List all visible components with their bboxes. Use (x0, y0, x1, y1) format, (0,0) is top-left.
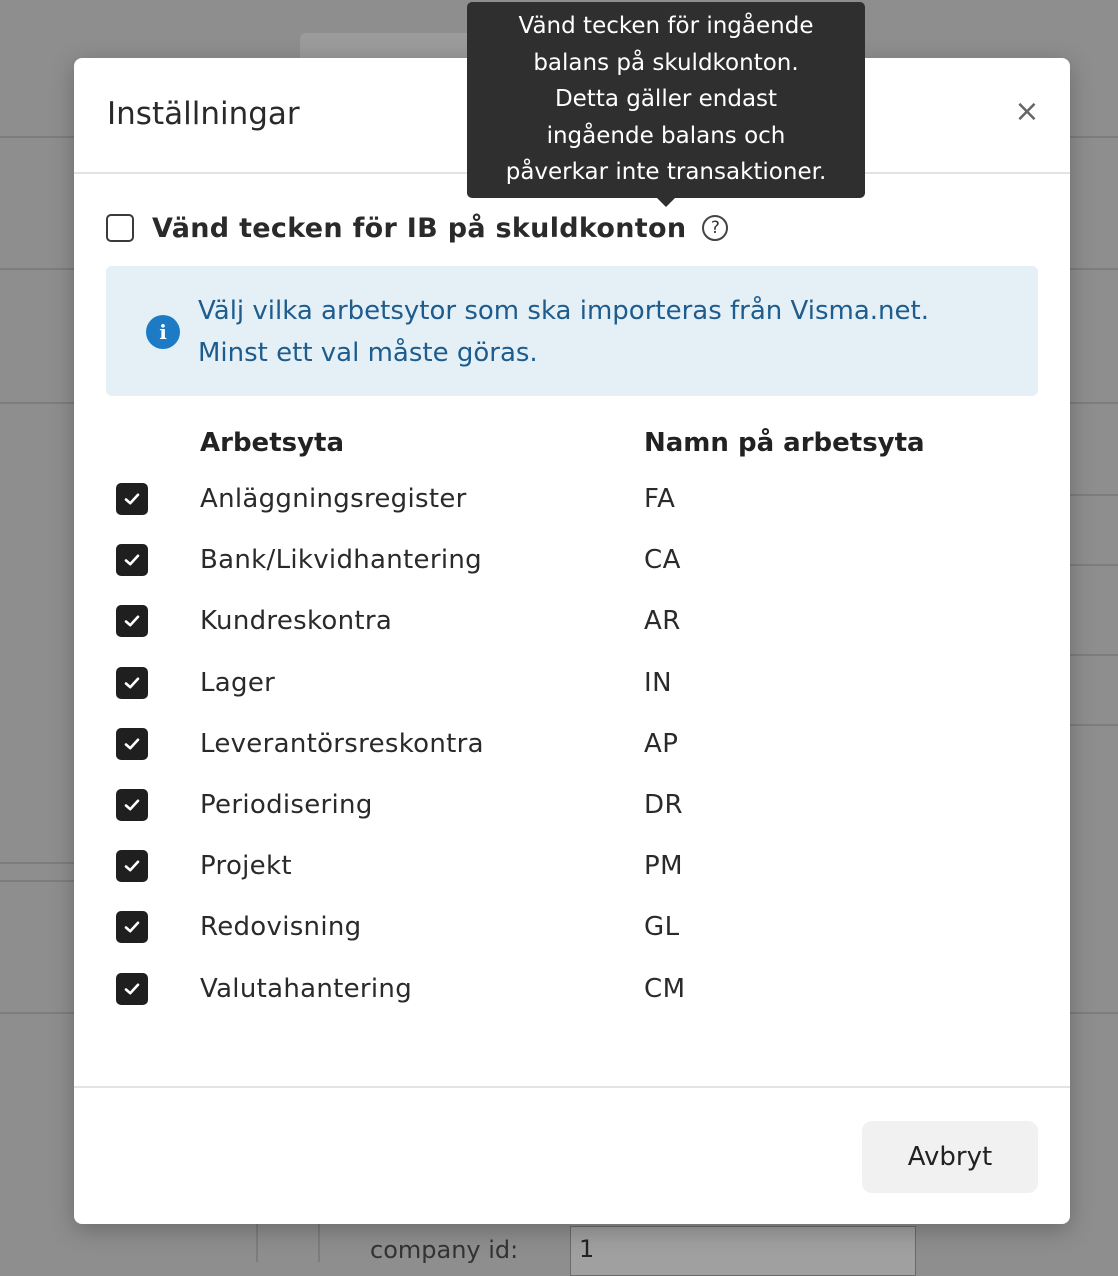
table-row (106, 896, 1038, 957)
workspace-checkbox[interactable] (116, 789, 148, 821)
workspace-code: AP (644, 728, 679, 759)
workspace-checkbox[interactable] (116, 544, 148, 576)
check-icon (123, 796, 141, 814)
background-divider (0, 880, 74, 882)
table-row (106, 835, 1038, 896)
tooltip-line: balans på skuldkonton. (533, 49, 799, 76)
table-header (106, 424, 1038, 468)
workspace-name: Periodisering (200, 789, 373, 820)
workspace-name: Redovisning (200, 912, 362, 943)
background-divider (1070, 654, 1118, 656)
workspace-name: Anläggningsregister (200, 484, 467, 514)
background-divider (1070, 136, 1118, 138)
table-row (106, 774, 1038, 835)
table-row (106, 652, 1038, 713)
check-icon (123, 490, 141, 508)
close-icon[interactable]: × (1014, 93, 1040, 129)
table-row (106, 529, 1038, 590)
column-header-workspace: Arbetsyta (200, 428, 345, 458)
workspace-name: Projekt (200, 851, 292, 882)
table-row (106, 468, 1038, 529)
background-divider (1070, 564, 1118, 566)
column-header-workspace-name: Namn på arbetsyta (644, 428, 925, 458)
background-divider (0, 268, 74, 270)
dialog-body (74, 174, 1070, 1088)
workspace-checkbox[interactable] (116, 911, 148, 943)
workspace-checkbox[interactable] (116, 483, 148, 515)
workspace-code: AR (644, 606, 681, 637)
tooltip-arrow (656, 197, 676, 207)
workspace-name: Bank/Likvidhantering (200, 545, 482, 576)
tooltip-line: ingående balans och (546, 122, 786, 149)
background-divider (256, 1224, 258, 1262)
tooltip-line: Detta gäller endast (554, 86, 778, 113)
background-company-id-input[interactable]: 1 (570, 1226, 916, 1276)
help-tooltip (467, 2, 865, 198)
flip-sign-setting (106, 210, 728, 246)
workspace-checkbox[interactable] (116, 667, 148, 699)
tooltip-line: Vänd tecken för ingående (518, 13, 814, 39)
check-icon (123, 918, 141, 936)
background-divider (1070, 1012, 1118, 1014)
workspace-table (106, 424, 1038, 1019)
workspace-name: Leverantörsreskontra (200, 728, 484, 759)
background-divider (0, 136, 74, 138)
workspace-code: DR (644, 789, 684, 820)
help-icon[interactable]: ? (702, 215, 728, 241)
workspace-code: CA (644, 545, 681, 576)
background-company-id-label: company id: (370, 1236, 519, 1264)
check-icon (123, 857, 141, 875)
table-row (106, 713, 1038, 774)
workspace-code: IN (644, 667, 673, 698)
workspace-code: CM (644, 973, 686, 1004)
background-divider (1070, 268, 1118, 270)
dialog-title: Inställningar (107, 96, 300, 132)
tooltip-line: påverkar inte transaktioner. (505, 159, 827, 186)
workspace-name: Lager (200, 667, 276, 698)
info-line: Välj vilka arbetsytor som ska importeras från Visma.net. (198, 296, 929, 326)
workspace-code: FA (644, 484, 676, 514)
background-divider (1070, 494, 1118, 496)
cancel-button[interactable]: Avbryt (862, 1121, 1038, 1193)
workspace-checkbox[interactable] (116, 973, 148, 1005)
check-icon (123, 980, 141, 998)
workspace-name: Kundreskontra (200, 606, 393, 637)
check-icon (123, 612, 141, 630)
table-row (106, 590, 1038, 651)
workspace-checkbox[interactable] (116, 728, 148, 760)
background-divider (1070, 402, 1118, 404)
check-icon (123, 551, 141, 569)
workspace-code: PM (644, 851, 684, 882)
check-icon (123, 674, 141, 692)
check-icon (123, 735, 141, 753)
workspace-code: GL (644, 912, 680, 943)
info-line: Minst ett val måste göras. (198, 338, 538, 368)
background-divider (318, 1224, 320, 1262)
background-divider (0, 1012, 74, 1014)
workspace-checkbox[interactable] (116, 850, 148, 882)
background-divider (1070, 724, 1118, 726)
workspace-name: Valutahantering (200, 973, 413, 1004)
background-divider (0, 402, 74, 404)
workspace-checkbox[interactable] (116, 605, 148, 637)
flip-sign-label[interactable]: Vänd tecken för IB på skuldkonton (152, 212, 687, 244)
settings-dialog (74, 58, 1070, 1224)
info-alert (106, 266, 1038, 396)
info-text (198, 290, 1018, 374)
background-divider (0, 862, 74, 864)
info-icon: i (146, 315, 180, 349)
table-row (106, 958, 1038, 1019)
flip-sign-checkbox[interactable] (106, 214, 134, 242)
dialog-footer (74, 1086, 1070, 1224)
